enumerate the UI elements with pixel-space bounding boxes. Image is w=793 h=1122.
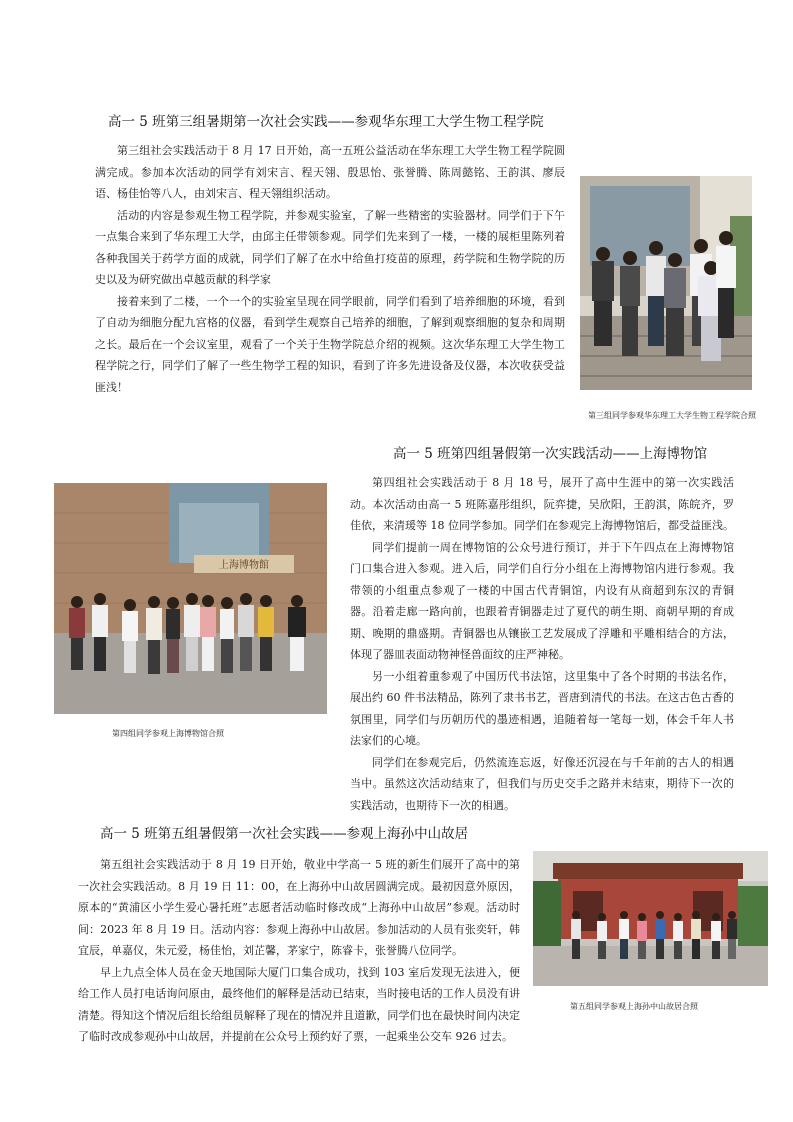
section4-paragraph-2: 同学们提前一周在博物馆的公众号进行预订，并于下午四点在上海博物馆门口集合进入参观。进入后，同学们自行分小组在上海博物馆内进行参观。我带领的小组重点参观了一楼的中国古代青铜馆，内设有从商超到东汉的青铜器。沿着走廊一路向前，也跟着青铜器走过了夏代的萌生期、商朝早期的育成期、晚期的鼎盛期。青铜器也从镶嵌工艺发展成了浮雕和平雕相结合的方法，体现了器皿表面动物神怪兽面纹的庄严神秘。: [350, 540, 734, 661]
section3-paragraph-2: 活动的内容是参观生物工程学院，并参观实验室，了解一些精密的实验器材。同学们于下午一点集合来到了华东理工大学，由邱主任带领参观。同学们先来到了一楼，一楼的展柜里陈列着各种我国关于药学方面的成就，同学们了解了在水中给鱼打疫苗的原理，药学院和生物学院的历史以及为研究做出卓越贡献的科学家: [95, 208, 565, 286]
section4-body: [350, 472, 734, 816]
section3-photo: [580, 176, 752, 390]
section4-title: 高一 5 班第四组暑假第一次实践活动——上海博物馆: [393, 446, 708, 462]
section3-caption: 第三组同学参观华东理工大学生物工程学院合照: [588, 411, 756, 420]
section5-paragraph-2: 早上九点全体人员在金天地国际大厦门口集合成功，找到 103 室后发现无法进入，便给工作人员打电话询问原由，最终他们的解释是活动已结束，当时接电话的工作人员没有讲清楚。得知这个情况后组长给组员解释了现在的情况并且道歉，同学们也在最快时间内决定了临时改成参观孙中山故居，并提前在公众号上预约好了票，一起乘坐公交车 926 过去。: [78, 965, 520, 1043]
section4-photo: [54, 483, 327, 714]
section3-paragraph-1: 第三组社会实践活动于 8 月 17 日开始，高一五班公益活动在华东理工大学生物工程学院圆满完成。参加本次活动的同学有刘宋言、程天翎、殷思怡、张誉腾、陈周懿铭、王韵淇、廖辰语、杨佳怡等八人，由刘宋言、程天翎组织活动。: [95, 144, 565, 200]
section4-paragraph-3: 另一小组着重参观了中国历代书法馆，这里集中了各个时期的书法名作，展出约 60 件书法精品，陈列了隶书书艺，晋唐到清代的书法。在这古色古香的氛围里，同学们与历朝历代的墨迹相遇，追随着每一笔每一划，体会千年人书法家们的心境。: [350, 669, 734, 747]
section5-body: [78, 854, 520, 1048]
section4-paragraph-4: 同学们在参观完后，仍然流连忘返，好像还沉浸在与千年前的古人的相遇当中。虽然这次活动结束了，但我们与历史交手之路并未结束，期待下一次的实践活动，也期待下一次的相遇。: [350, 755, 734, 812]
section4-caption: 第四组同学参观上海博物馆合照: [112, 729, 224, 738]
section5-photo: [533, 851, 768, 986]
section5-title: 高一 5 班第五组暑假第一次社会实践——参观上海孙中山故居: [100, 826, 469, 842]
section3-paragraph-3: 接着来到了二楼，一个一个的实验室呈现在同学眼前，同学们看到了培养细胞的环境，看到了自动为细胞分配九宫格的仪器，看到学生观察自己培养的细胞，了解到观察细胞的复杂和周期之长。最后在一个会议室里，观看了一个关于生物学院总介绍的视频。这次华东理工大学生物工程学院之行，同学们了解了一些生物学工程的知识，看到了许多先进设备及仪器，本次收获受益匪浅！: [95, 294, 565, 394]
section5-caption: 第五组同学参观上海孙中山故居合照: [570, 1002, 698, 1011]
museum-sign-text: 上海博物館: [219, 560, 269, 571]
section3-body: [95, 140, 565, 398]
section4-paragraph-1: 第四组社会实践活动于 8 月 18 号，展开了高中生涯中的第一次实践活动。本次活动由高一 5 班陈嘉彤组织，阮弈捷，吴欣阳，王韵淇，陈皖齐，罗佳依，来清瑗等 18 位同学参加。同学们在参观完上海博物馆后，都受益匪浅。: [350, 476, 734, 532]
section5-paragraph-1: 第五组社会实践活动于 8 月 19 日开始，敬业中学高一 5 班的新生们展开了高中的第一次社会实践活动。8 月 19 日 11：00，在上海孙中山故居圆满完成。最初因意外原因，原本的“黄浦区小学生爱心暑托班”志愿者活动临时修改成“上海孙中山故居”参观。活动时间：2023 年 8 月 19 日。活动内容：参观上海孙中山故居。参加活动的人员有张奕轩，韩宜辰，单嘉仪，朱元爱，杨佳怡，刘芷馨，茅家宁，陈睿卡，张誉腾八位同学。: [78, 858, 520, 957]
section3-title: 高一 5 班第三组暑期第一次社会实践——参观华东理工大学生物工程学院: [108, 114, 544, 130]
